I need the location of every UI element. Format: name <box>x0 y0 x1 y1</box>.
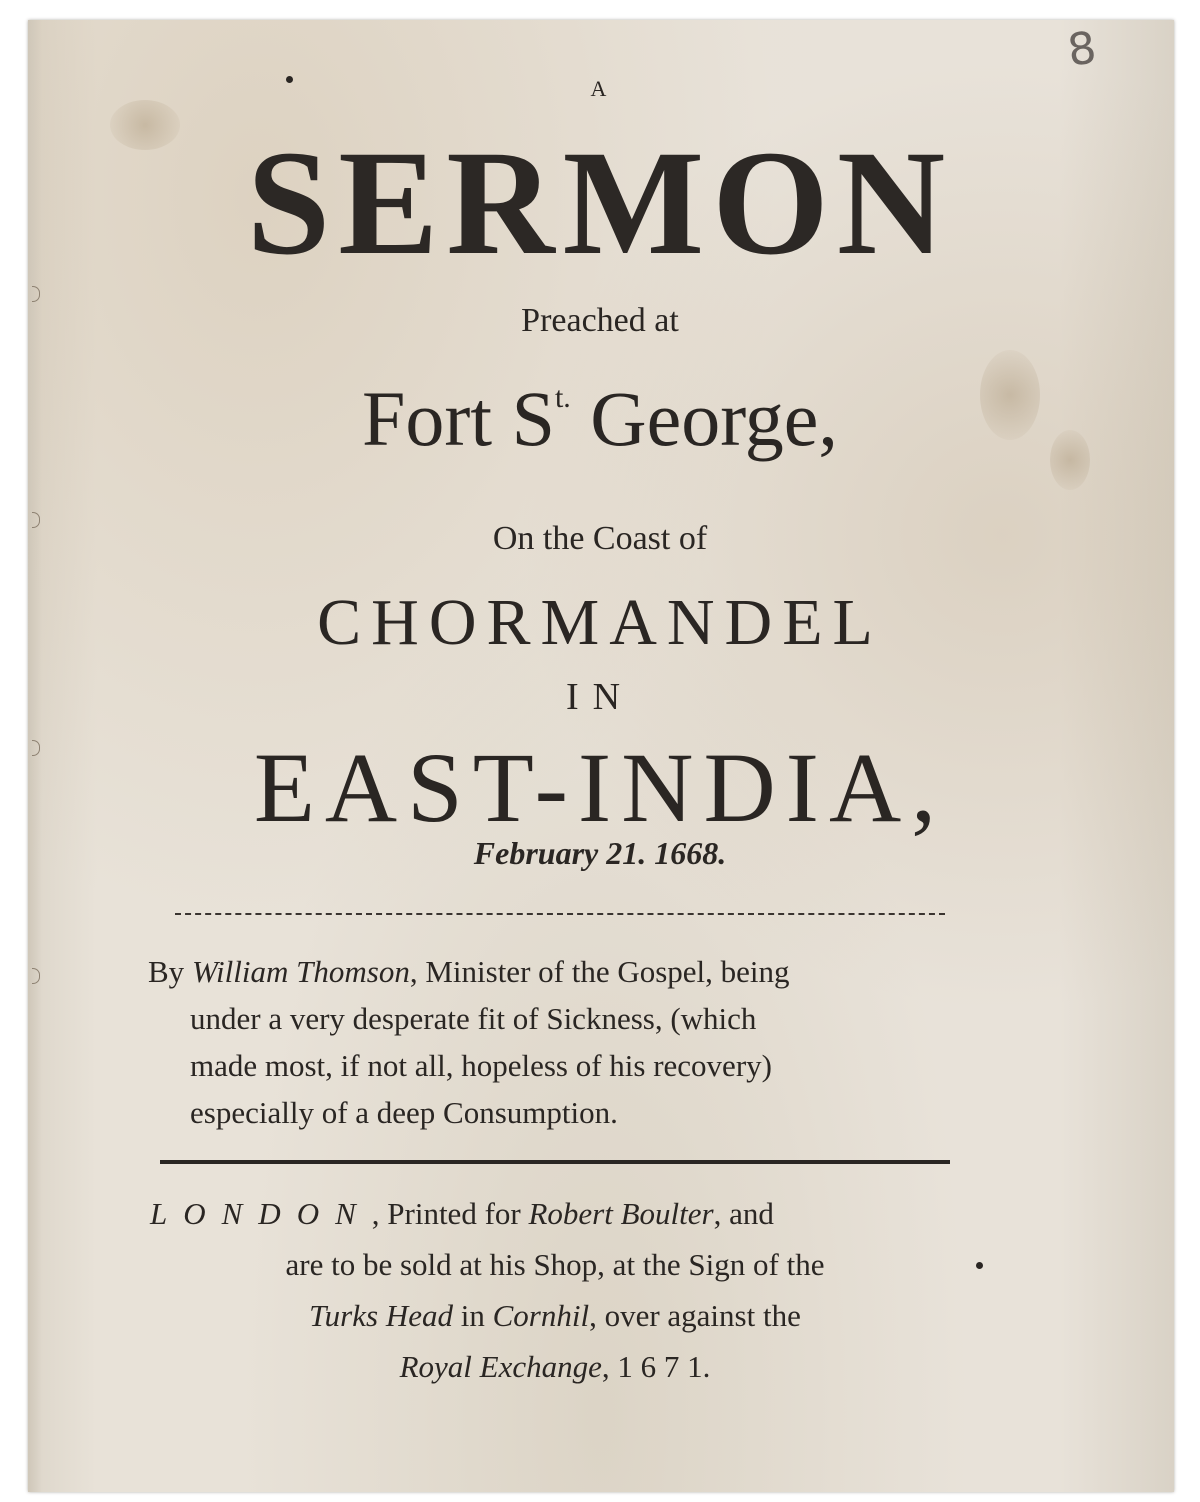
title-article: A <box>590 76 610 101</box>
page-title: SERMON <box>246 120 954 286</box>
street-name: Cornhil <box>492 1298 590 1333</box>
imprint-line <box>150 1341 960 1392</box>
imprint-line <box>150 1188 960 1239</box>
country-name: EAST-INDIA, <box>253 732 947 843</box>
imprint-line <box>150 1290 960 1341</box>
printer-name: Robert Boulter <box>528 1196 714 1231</box>
region-name: CHORMANDEL <box>317 586 883 659</box>
imprint-text: , and <box>713 1196 774 1231</box>
publication-year: , 1 6 7 1. <box>601 1349 711 1384</box>
author-name: William Thomson <box>191 954 410 989</box>
shop-sign: Turks Head <box>309 1298 453 1333</box>
imprint-text: , Printed for <box>371 1196 529 1231</box>
in-text: IN <box>565 676 635 718</box>
divider-rule-thick <box>160 1160 950 1164</box>
byline-by: By <box>148 954 192 989</box>
imprint-line: are to be sold at his Shop, at the Sign of the <box>285 1247 825 1282</box>
imprint-text: in <box>452 1298 493 1333</box>
byline-line: made most, if not all, hopeless of his recovery) <box>190 1048 772 1083</box>
author-byline <box>148 948 958 1136</box>
place-post: George, <box>570 375 838 462</box>
divider-rule <box>175 913 945 915</box>
sermon-date: February 21. 1668. <box>473 835 727 871</box>
place-name <box>0 375 1200 462</box>
coast-text: On the Coast of <box>492 520 708 557</box>
imprint-city: LONDON <box>150 1196 372 1231</box>
exchange-name: Royal Exchange <box>399 1349 602 1384</box>
byline-line <box>148 948 958 995</box>
ink-dot <box>976 1262 983 1269</box>
preached-at-text: Preached at <box>521 302 679 339</box>
byline-line: especially of a deep Consumption. <box>190 1095 618 1130</box>
byline-rest: , Minister of the Gospel, being <box>409 954 790 989</box>
page-number-annotation: 8 <box>1064 22 1100 77</box>
imprint-text: , over against the <box>589 1298 801 1333</box>
byline-line: under a very desperate fit of Sickness, (which <box>190 1001 757 1036</box>
place-pre: Fort S <box>362 375 555 462</box>
imprint <box>150 1188 960 1392</box>
place-superscript: t. <box>554 381 571 414</box>
